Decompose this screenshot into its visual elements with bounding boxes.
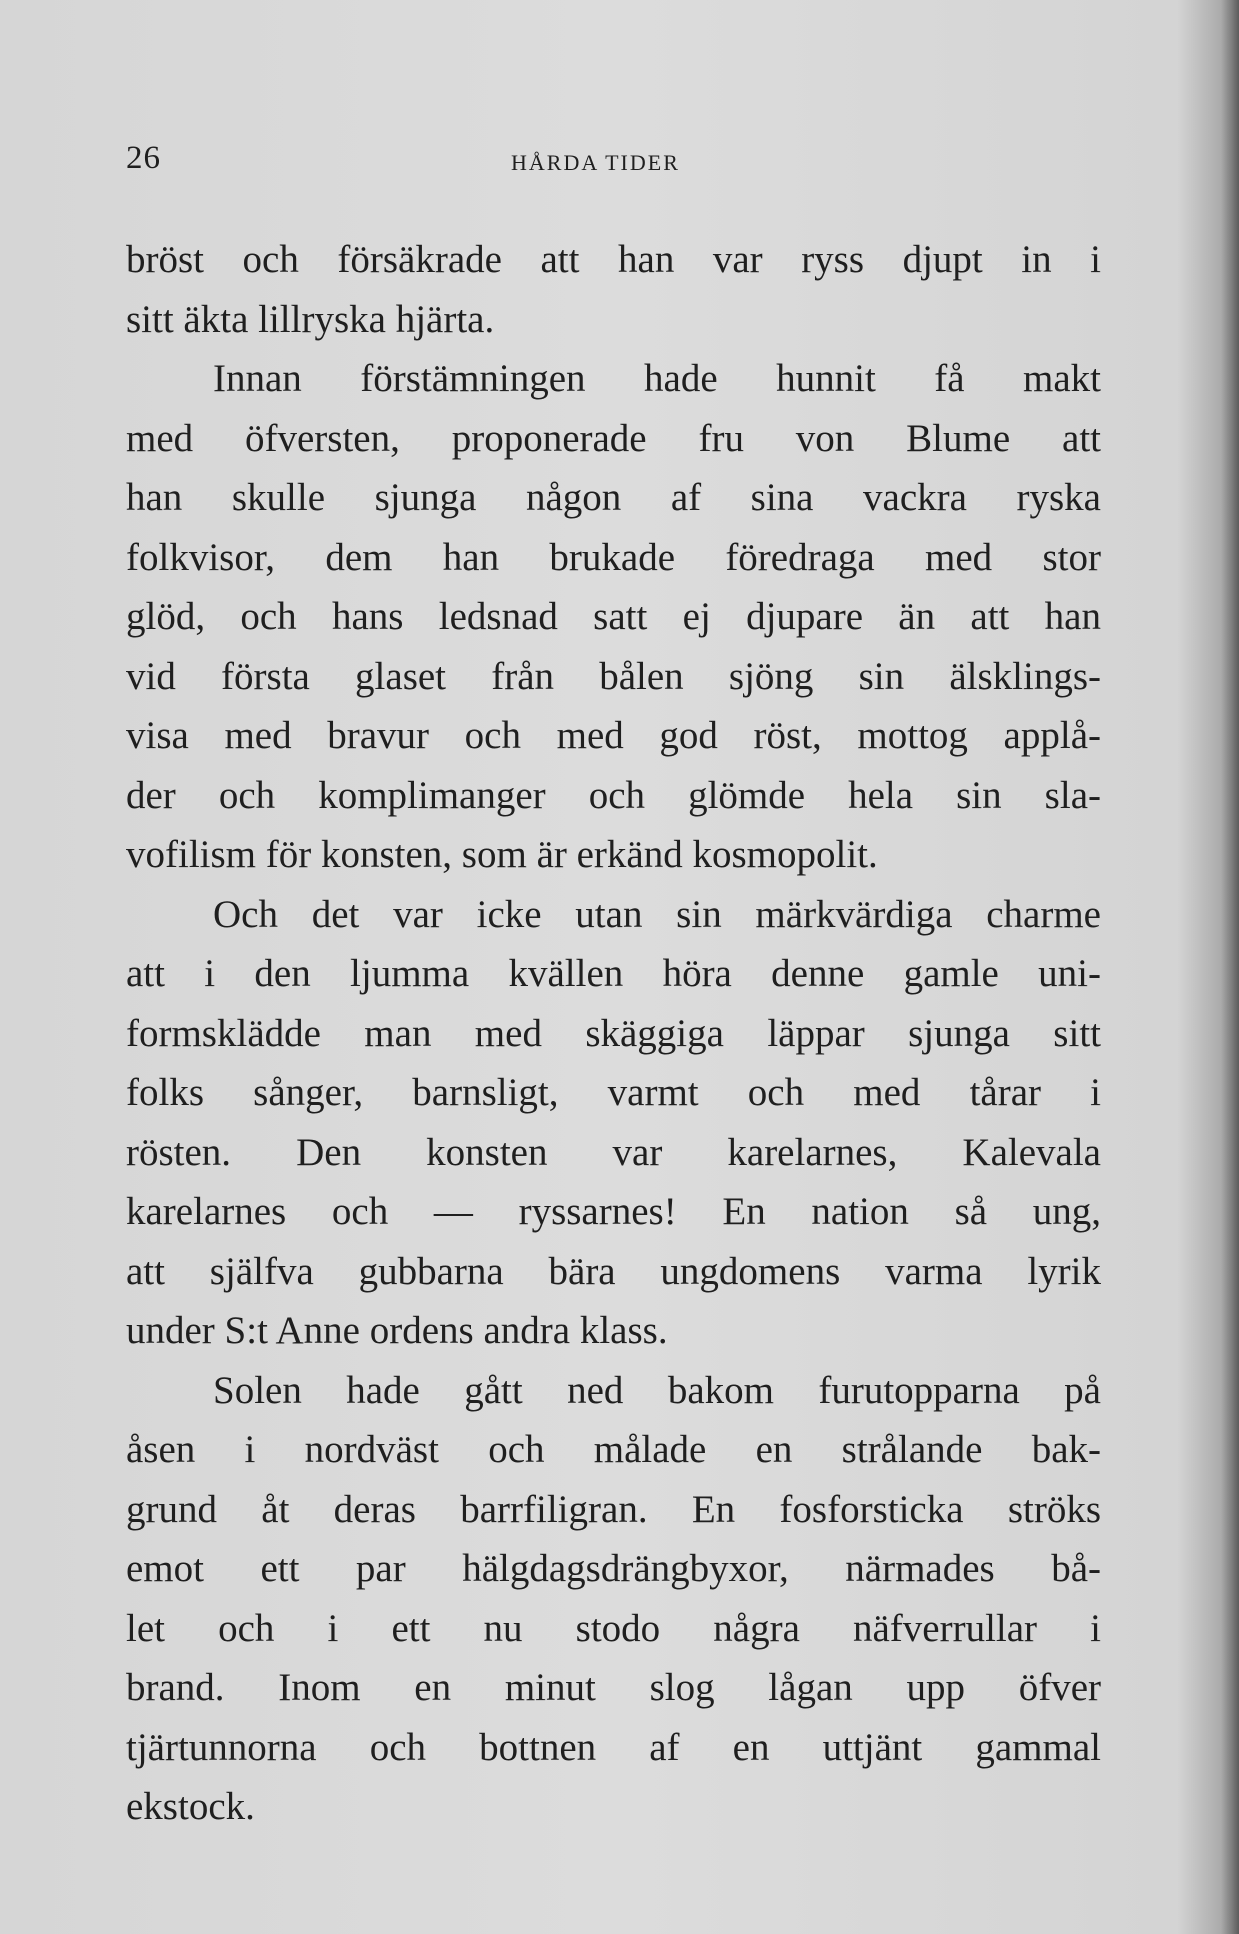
body-text: [126, 230, 1101, 1837]
page-number: 26: [126, 140, 161, 176]
text-line: emot ett par hälgdagsdrängbyxor, närmades bå-: [126, 1547, 1101, 1590]
text-line: glöd, och hans ledsnad satt ej djupare än att han: [126, 595, 1101, 638]
text-line: Och det var icke utan sin märkvärdiga charme: [213, 892, 1101, 936]
text-line: der och komplimanger och glömde hela sin sla-: [126, 773, 1101, 817]
text-line: att själfva gubbarna bära ungdomens varma lyrik: [126, 1249, 1101, 1293]
text-line: karelarnes och — ryssarnes! En nation så ung,: [126, 1190, 1101, 1233]
text-line: med öfversten, proponerade fru von Blume att: [126, 416, 1101, 460]
text-line: folkvisor, dem han brukade föredraga med stor: [126, 535, 1101, 579]
text-line: folks sånger, barnsligt, varmt och med tårar i: [126, 1071, 1101, 1114]
text-line: visa med bravur och med god röst, mottog applå-: [126, 714, 1101, 757]
text-line: vofilism för konsten, som är erkänd kosmopolit.: [126, 833, 878, 876]
text-line: vid första glaset från bålen sjöng sin älsklings-: [126, 654, 1101, 698]
running-head: [126, 140, 1126, 190]
text-line: grund åt deras barrfiligran. En fosforsticka ströks: [126, 1487, 1101, 1531]
text-line: åsen i nordväst och målade en strålande bak-: [126, 1428, 1101, 1471]
text-line: ekstock.: [126, 1785, 255, 1828]
text-line: under S:t Anne ordens andra klass.: [126, 1309, 668, 1352]
page-edge-shadow: [1221, 0, 1239, 1934]
text-line: Innan förstämningen hade hunnit få makt: [213, 357, 1101, 400]
text-line: bröst och försäkrade att han var ryss djupt in i: [126, 238, 1101, 281]
text-line: att i den ljumma kvällen höra denne gamle uni-: [126, 952, 1101, 995]
text-line: let och i ett nu stodo några näfverrullar i: [126, 1606, 1101, 1650]
text-line: han skulle sjunga någon af sina vackra ryska: [126, 476, 1101, 519]
text-line: formsklädde man med skäggiga läppar sjunga sitt: [126, 1011, 1101, 1055]
running-title: HÅRDA TIDER: [511, 150, 680, 175]
text-line: tjärtunnorna och bottnen af en uttjänt gammal: [126, 1725, 1101, 1769]
text-line: sitt äkta lillryska hjärta.: [126, 297, 495, 341]
text-line: brand. Inom en minut slog lågan upp öfver: [126, 1666, 1101, 1709]
text-line: Solen hade gått ned bakom furutopparna på: [213, 1368, 1101, 1412]
text-line: rösten. Den konsten var karelarnes, Kalevala: [126, 1130, 1101, 1174]
